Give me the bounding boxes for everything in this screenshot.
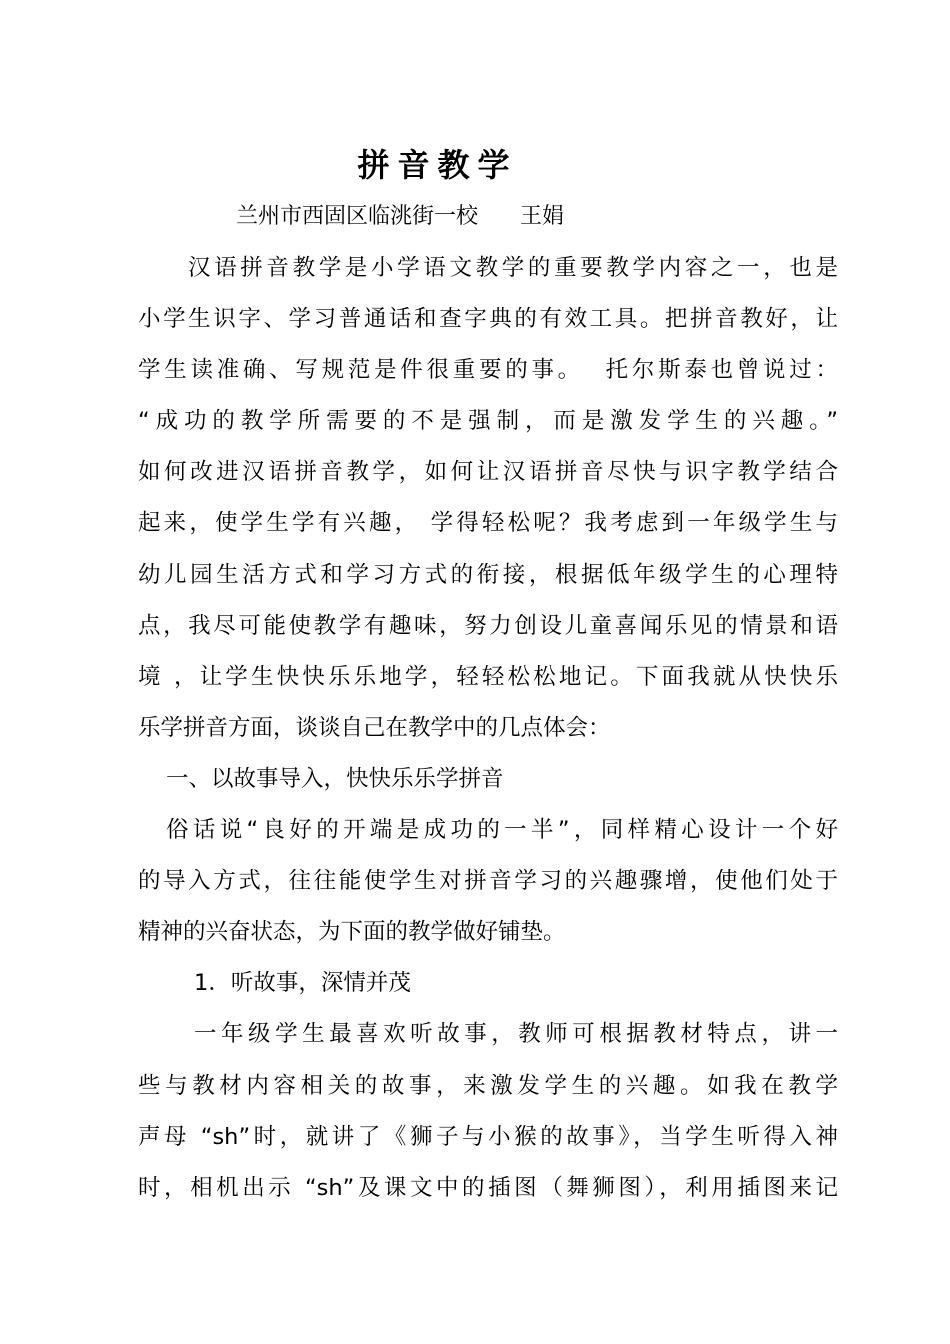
- body-line-8: 点，我尽可能使教学有趣味，努力创设儿童喜闻乐见的情景和语: [138, 612, 838, 639]
- section-heading-1: 一、以故事导入，快快乐乐学拼音: [166, 765, 504, 792]
- body-line-18: 声母 “sh”时，就讲了《狮子与小猴的故事》，当学生听得入神: [138, 1123, 838, 1150]
- document-title: 拼音教学: [357, 146, 518, 184]
- body-line-12: 俗话说“良好的开端是成功的一半”，同样精心设计一个好: [166, 817, 838, 844]
- author-byline: 兰州市西固区临洮街一校 王娟: [236, 204, 564, 229]
- body-line-5: 如何改进汉语拼音教学，如何让汉语拼音尽快与识字教学结合: [138, 459, 838, 486]
- body-line-7: 幼儿园生活方式和学习方式的衔接，根据低年级学生的心理特: [138, 561, 838, 588]
- document-body: [138, 243, 838, 1214]
- body-line-2: 小学生识字、学习普通话和查字典的有效工具。把拼音教好，让: [138, 306, 838, 333]
- body-line-4: “成功的教学所需要的不是强制，而是激发学生的兴趣。”: [138, 408, 838, 435]
- body-line-3: 学生读准确、写规范是件很重要的事。 托尔斯泰也曾说过：: [138, 357, 838, 384]
- subsection-heading-1: 1．听故事，深情并茂: [194, 970, 411, 997]
- body-line-17: 些与教材内容相关的故事，来激发学生的兴趣。如我在教学: [138, 1072, 838, 1099]
- body-line-13: 的导入方式，往往能使学生对拼音学习的兴趣骤增，使他们处于: [138, 868, 838, 895]
- body-line-19: 时，相机出示 “sh”及课文中的插图（舞狮图），利用插图来记: [138, 1174, 838, 1201]
- body-line-6: 起来，使学生学有兴趣， 学得轻松呢？我考虑到一年级学生与: [138, 510, 838, 537]
- body-line-10: 乐学拼音方面，谈谈自己在教学中的几点体会：: [138, 714, 611, 741]
- body-line-9: 境 ，让学生快快乐乐地学，轻轻松松地记。下面我就从快快乐: [138, 663, 838, 690]
- body-line-1: 汉语拼音教学是小学语文教学的重要教学内容之一，也是: [188, 255, 838, 281]
- body-line-16: 一年级学生最喜欢听故事，教师可根据教材特点，讲一: [194, 1021, 838, 1048]
- body-line-14: 精神的兴奋状态，为下面的教学做好铺垫。: [138, 919, 566, 946]
